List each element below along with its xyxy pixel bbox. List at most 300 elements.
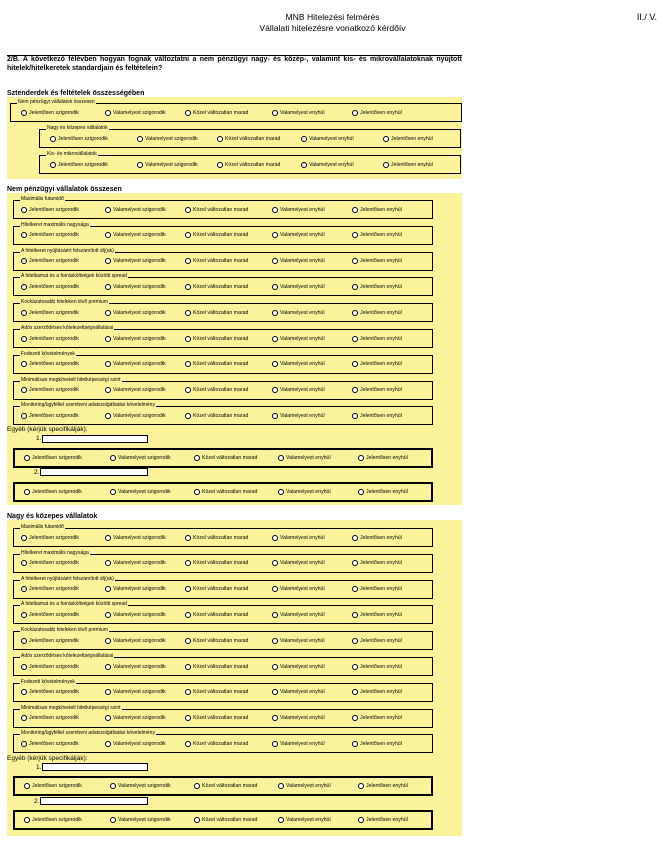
radio-button-icon[interactable] <box>21 664 27 670</box>
option-label: Valamelyest enyhül <box>280 232 325 239</box>
option-label: Valamelyest enyhül <box>280 309 325 316</box>
radio-option[interactable] <box>105 586 166 592</box>
radio-button-icon[interactable] <box>185 689 191 695</box>
radio-button-icon[interactable] <box>105 664 111 670</box>
radio-option[interactable] <box>272 664 325 670</box>
radio-option[interactable] <box>185 560 248 566</box>
radio-button-icon[interactable] <box>185 612 191 618</box>
radio-button-icon[interactable] <box>352 336 358 342</box>
radio-option[interactable] <box>272 207 325 213</box>
radio-button-icon[interactable] <box>105 336 111 342</box>
radio-button-icon[interactable] <box>383 136 389 142</box>
radio-button-icon[interactable] <box>217 162 223 168</box>
radio-option[interactable] <box>383 162 433 168</box>
radio-option[interactable] <box>185 535 248 541</box>
radio-button-icon[interactable] <box>352 560 358 566</box>
radio-button-icon[interactable] <box>105 361 111 367</box>
other-input[interactable] <box>40 797 148 805</box>
radio-option[interactable] <box>352 387 402 393</box>
radio-button-icon[interactable] <box>352 664 358 670</box>
option-label: Valamelyest enyhül <box>280 689 325 696</box>
other-input[interactable] <box>42 435 148 443</box>
radio-option[interactable] <box>185 361 248 367</box>
radio-option[interactable] <box>352 310 402 316</box>
radio-button-icon[interactable] <box>21 715 27 721</box>
radio-button-icon[interactable] <box>185 535 191 541</box>
radio-option[interactable] <box>21 612 79 618</box>
row-label: Fedezeti követelmények <box>21 350 75 357</box>
radio-option[interactable] <box>50 136 108 142</box>
radio-option[interactable] <box>185 715 248 721</box>
radio-option[interactable] <box>272 586 325 592</box>
radio-option[interactable] <box>352 741 402 747</box>
option-label: Jelentősen enyhül <box>360 387 402 394</box>
radio-button-icon[interactable] <box>194 783 200 789</box>
radio-option[interactable] <box>105 361 166 367</box>
radio-option[interactable] <box>21 284 79 290</box>
option-label: Jelentősen szigorodik <box>29 361 79 368</box>
radio-button-icon[interactable] <box>272 535 278 541</box>
radio-option[interactable] <box>105 207 166 213</box>
radio-option[interactable] <box>278 489 331 495</box>
radio-button-icon[interactable] <box>105 258 111 264</box>
radio-option[interactable] <box>194 489 257 495</box>
option-label: Közel változatlan marad <box>193 309 249 316</box>
radio-option[interactable] <box>301 136 354 142</box>
radio-option[interactable] <box>352 207 402 213</box>
radio-button-icon[interactable] <box>185 232 191 238</box>
radio-option[interactable] <box>272 689 325 695</box>
option-label: Valamelyest enyhül <box>280 586 325 593</box>
radio-option[interactable] <box>105 535 166 541</box>
radio-option[interactable] <box>21 336 79 342</box>
other-input[interactable] <box>42 763 148 771</box>
option-label: Jelentősen enyhül <box>360 412 402 419</box>
radio-button-icon[interactable] <box>21 336 27 342</box>
row-label: Fedezeti követelmények <box>21 678 75 685</box>
radio-button-icon[interactable] <box>352 310 358 316</box>
radio-option[interactable] <box>217 162 280 168</box>
radio-button-icon[interactable] <box>185 664 191 670</box>
radio-option[interactable] <box>278 455 331 461</box>
radio-button-icon[interactable] <box>185 715 191 721</box>
option-label: Közel változatlan marad <box>193 232 249 239</box>
radio-option[interactable] <box>272 336 325 342</box>
radio-button-icon[interactable] <box>110 783 116 789</box>
radio-option[interactable] <box>301 162 354 168</box>
radio-option[interactable] <box>21 258 79 264</box>
radio-button-icon[interactable] <box>105 413 111 419</box>
radio-button-icon[interactable] <box>352 258 358 264</box>
radio-button-icon[interactable] <box>105 387 111 393</box>
option-label: Jelentősen szigorodik <box>29 534 79 541</box>
radio-option[interactable] <box>352 664 402 670</box>
radio-option[interactable] <box>24 817 82 823</box>
radio-option[interactable] <box>137 136 198 142</box>
radio-option[interactable] <box>110 783 171 789</box>
radio-option[interactable] <box>383 136 433 142</box>
radio-option[interactable] <box>358 783 408 789</box>
radio-option[interactable] <box>352 560 402 566</box>
radio-button-icon[interactable] <box>185 258 191 264</box>
other-input[interactable] <box>40 468 148 476</box>
radio-option[interactable] <box>21 586 79 592</box>
radio-button-icon[interactable] <box>21 258 27 264</box>
radio-option[interactable] <box>272 413 325 419</box>
radio-option[interactable] <box>272 361 325 367</box>
question-row <box>10 99 462 122</box>
radio-button-icon[interactable] <box>352 284 358 290</box>
radio-option[interactable] <box>105 284 166 290</box>
radio-button-icon[interactable] <box>24 783 30 789</box>
radio-button-icon[interactable] <box>185 741 191 747</box>
radio-option[interactable] <box>21 310 79 316</box>
radio-option[interactable] <box>21 535 79 541</box>
radio-button-icon[interactable] <box>278 783 284 789</box>
radio-option[interactable] <box>352 535 402 541</box>
other-label: Egyéb (kérjük specifikálják): <box>7 426 88 433</box>
radio-button-icon[interactable] <box>24 817 30 823</box>
radio-button-icon[interactable] <box>185 560 191 566</box>
question-row <box>13 299 433 322</box>
radio-button-icon[interactable] <box>301 162 307 168</box>
radio-option[interactable] <box>352 258 402 264</box>
radio-option[interactable] <box>185 586 248 592</box>
radio-option[interactable] <box>137 162 198 168</box>
radio-button-icon[interactable] <box>352 232 358 238</box>
radio-button-icon[interactable] <box>105 612 111 618</box>
radio-option[interactable] <box>21 387 79 393</box>
option-label: Valamelyest enyhül <box>280 109 325 116</box>
radio-option[interactable] <box>272 258 325 264</box>
radio-button-icon[interactable] <box>272 664 278 670</box>
radio-button-icon[interactable] <box>352 387 358 393</box>
radio-option[interactable] <box>217 136 280 142</box>
radio-option[interactable] <box>352 612 402 618</box>
radio-button-icon[interactable] <box>352 586 358 592</box>
radio-button-icon[interactable] <box>21 207 27 213</box>
radio-button-icon[interactable] <box>21 387 27 393</box>
radio-button-icon[interactable] <box>137 162 143 168</box>
radio-button-icon[interactable] <box>272 336 278 342</box>
radio-button-icon[interactable] <box>185 387 191 393</box>
radio-button-icon[interactable] <box>185 207 191 213</box>
radio-button-icon[interactable] <box>272 310 278 316</box>
radio-button-icon[interactable] <box>105 741 111 747</box>
row-label: Minimálisan megkövetelt hitelképességi szint <box>21 704 121 711</box>
radio-button-icon[interactable] <box>105 586 111 592</box>
radio-option[interactable] <box>272 232 325 238</box>
option-label: Közel változatlan marad <box>202 783 258 789</box>
radio-button-icon[interactable] <box>352 413 358 419</box>
radio-button-icon[interactable] <box>352 207 358 213</box>
radio-option[interactable] <box>185 689 248 695</box>
radio-button-icon[interactable] <box>301 136 307 142</box>
radio-option[interactable] <box>272 638 325 644</box>
option-label: Valamelyest szigorodik <box>113 361 166 368</box>
radio-button-icon[interactable] <box>272 638 278 644</box>
radio-button-icon[interactable] <box>105 232 111 238</box>
question-row <box>13 627 433 650</box>
radio-button-icon[interactable] <box>352 535 358 541</box>
radio-button-icon[interactable] <box>21 612 27 618</box>
other-number: 2. <box>34 798 40 805</box>
radio-button-icon[interactable] <box>194 817 200 823</box>
radio-option[interactable] <box>24 489 82 495</box>
radio-button-icon[interactable] <box>110 455 116 461</box>
radio-button-icon[interactable] <box>217 136 223 142</box>
radio-button-icon[interactable] <box>272 715 278 721</box>
radio-button-icon[interactable] <box>137 136 143 142</box>
radio-button-icon[interactable] <box>272 689 278 695</box>
radio-button-icon[interactable] <box>194 489 200 495</box>
radio-option[interactable] <box>185 336 248 342</box>
radio-option[interactable] <box>105 741 166 747</box>
radio-option[interactable] <box>272 284 325 290</box>
radio-button-icon[interactable] <box>272 387 278 393</box>
radio-option[interactable] <box>105 689 166 695</box>
section-title: Sztenderdek és feltételek összességében <box>7 90 145 97</box>
radio-button-icon[interactable] <box>185 586 191 592</box>
radio-option[interactable] <box>105 664 166 670</box>
radio-button-icon[interactable] <box>21 560 27 566</box>
radio-button-icon[interactable] <box>21 310 27 316</box>
radio-button-icon[interactable] <box>50 162 56 168</box>
radio-option[interactable] <box>185 612 248 618</box>
radio-button-icon[interactable] <box>272 110 278 116</box>
radio-button-icon[interactable] <box>110 489 116 495</box>
radio-option[interactable] <box>105 715 166 721</box>
radio-button-icon[interactable] <box>278 455 284 461</box>
radio-button-icon[interactable] <box>352 361 358 367</box>
radio-option[interactable] <box>21 741 79 747</box>
radio-option[interactable] <box>110 489 171 495</box>
radio-option[interactable] <box>185 110 248 116</box>
radio-option[interactable] <box>272 560 325 566</box>
radio-option[interactable] <box>21 361 79 367</box>
option-label: Jelentősen szigorodik <box>29 109 79 116</box>
radio-button-icon[interactable] <box>352 689 358 695</box>
radio-button-icon[interactable] <box>278 817 284 823</box>
radio-option[interactable] <box>352 586 402 592</box>
option-label: Valamelyest enyhül <box>280 611 325 618</box>
radio-option[interactable] <box>352 689 402 695</box>
radio-button-icon[interactable] <box>105 560 111 566</box>
radio-button-icon[interactable] <box>272 741 278 747</box>
radio-button-icon[interactable] <box>21 361 27 367</box>
radio-button-icon[interactable] <box>105 689 111 695</box>
radio-button-icon[interactable] <box>352 715 358 721</box>
radio-button-icon[interactable] <box>358 817 364 823</box>
radio-option[interactable] <box>278 783 331 789</box>
radio-option[interactable] <box>194 783 257 789</box>
radio-button-icon[interactable] <box>272 284 278 290</box>
radio-button-icon[interactable] <box>194 455 200 461</box>
option-label: Valamelyest szigorodik <box>118 489 171 495</box>
question-row <box>13 810 433 830</box>
radio-button-icon[interactable] <box>24 455 30 461</box>
radio-option[interactable] <box>24 783 82 789</box>
radio-option[interactable] <box>185 207 248 213</box>
radio-option[interactable] <box>352 715 402 721</box>
radio-option[interactable] <box>358 817 408 823</box>
radio-option[interactable] <box>50 162 108 168</box>
option-label: Valamelyest szigorodik <box>113 283 166 290</box>
radio-button-icon[interactable] <box>21 413 27 419</box>
radio-option[interactable] <box>185 284 248 290</box>
radio-button-icon[interactable] <box>21 284 27 290</box>
radio-option[interactable] <box>24 455 82 461</box>
radio-option[interactable] <box>185 664 248 670</box>
radio-button-icon[interactable] <box>352 110 358 116</box>
radio-button-icon[interactable] <box>278 489 284 495</box>
radio-button-icon[interactable] <box>272 207 278 213</box>
question-row <box>13 601 433 624</box>
radio-option[interactable] <box>272 387 325 393</box>
question-row <box>13 549 433 573</box>
radio-button-icon[interactable] <box>185 361 191 367</box>
radio-option[interactable] <box>194 455 257 461</box>
radio-option[interactable] <box>185 741 248 747</box>
radio-option[interactable] <box>272 741 325 747</box>
radio-option[interactable] <box>105 413 166 419</box>
radio-option[interactable] <box>185 413 248 419</box>
option-label: Közel változatlan marad <box>193 689 249 696</box>
radio-option[interactable] <box>352 361 402 367</box>
option-label: Jelentősen enyhül <box>366 817 408 823</box>
radio-option[interactable] <box>352 638 402 644</box>
radio-button-icon[interactable] <box>272 560 278 566</box>
radio-option[interactable] <box>272 612 325 618</box>
radio-option[interactable] <box>352 284 402 290</box>
option-label: Közel változatlan marad <box>225 135 281 142</box>
option-label: Közel változatlan marad <box>193 258 249 265</box>
radio-option[interactable] <box>110 455 171 461</box>
radio-option[interactable] <box>352 232 402 238</box>
radio-button-icon[interactable] <box>185 638 191 644</box>
header-subtitle: Vállalati hitelezésre vonatkozó kérdőív <box>259 23 406 33</box>
radio-option[interactable] <box>185 310 248 316</box>
radio-button-icon[interactable] <box>272 232 278 238</box>
option-label: Közel változatlan marad <box>193 637 249 644</box>
radio-option[interactable] <box>352 413 402 419</box>
radio-button-icon[interactable] <box>105 207 111 213</box>
radio-option[interactable] <box>278 817 331 823</box>
radio-option[interactable] <box>185 232 248 238</box>
radio-option[interactable] <box>185 258 248 264</box>
radio-button-icon[interactable] <box>358 783 364 789</box>
radio-option[interactable] <box>110 817 171 823</box>
option-label: Valamelyest szigorodik <box>113 232 166 239</box>
radio-option[interactable] <box>358 455 408 461</box>
question-text: 2/B. A következő félévben hogyan fognak változtatni a nem pénzügyi nagy- és közép-, valamint kis- és mikrovállalatoknak nyújtott hitelek/hitelkeretek standardjain és feltételein? <box>7 55 462 81</box>
row-label: Kockázatosabb hiteleken lévő prémium <box>21 299 108 306</box>
radio-button-icon[interactable] <box>110 817 116 823</box>
radio-option[interactable] <box>105 560 166 566</box>
radio-button-icon[interactable] <box>21 232 27 238</box>
radio-button-icon[interactable] <box>105 638 111 644</box>
question-row <box>13 678 433 702</box>
radio-option[interactable] <box>21 560 79 566</box>
radio-button-icon[interactable] <box>383 162 389 168</box>
radio-option[interactable] <box>194 817 257 823</box>
radio-option[interactable] <box>352 110 402 116</box>
radio-option[interactable] <box>185 638 248 644</box>
radio-option[interactable] <box>272 535 325 541</box>
radio-button-icon[interactable] <box>50 136 56 142</box>
radio-button-icon[interactable] <box>185 310 191 316</box>
radio-button-icon[interactable] <box>352 612 358 618</box>
radio-button-icon[interactable] <box>352 741 358 747</box>
radio-option[interactable] <box>105 258 166 264</box>
radio-option[interactable] <box>21 232 79 238</box>
option-label: Valamelyest szigorodik <box>113 715 166 722</box>
radio-button-icon[interactable] <box>105 535 111 541</box>
radio-button-icon[interactable] <box>272 612 278 618</box>
radio-button-icon[interactable] <box>21 535 27 541</box>
radio-button-icon[interactable] <box>24 489 30 495</box>
radio-option[interactable] <box>352 336 402 342</box>
option-label: Jelentősen szigorodik <box>29 689 79 696</box>
radio-option[interactable] <box>21 664 79 670</box>
radio-button-icon[interactable] <box>352 638 358 644</box>
radio-button-icon[interactable] <box>358 455 364 461</box>
radio-button-icon[interactable] <box>185 336 191 342</box>
radio-button-icon[interactable] <box>358 489 364 495</box>
radio-button-icon[interactable] <box>105 715 111 721</box>
radio-option[interactable] <box>21 413 79 419</box>
radio-button-icon[interactable] <box>105 310 111 316</box>
radio-button-icon[interactable] <box>105 110 111 116</box>
radio-option[interactable] <box>21 715 79 721</box>
radio-option[interactable] <box>272 110 325 116</box>
radio-option[interactable] <box>105 110 166 116</box>
radio-option[interactable] <box>105 387 166 393</box>
option-label: Valamelyest szigorodik <box>113 611 166 618</box>
option-label: Jelentősen enyhül <box>360 206 402 213</box>
radio-button-icon[interactable] <box>21 638 27 644</box>
option-label: Jelentősen szigorodik <box>29 637 79 644</box>
radio-option[interactable] <box>105 612 166 618</box>
radio-option[interactable] <box>21 638 79 644</box>
radio-button-icon[interactable] <box>21 741 27 747</box>
radio-button-icon[interactable] <box>272 586 278 592</box>
radio-option[interactable] <box>21 689 79 695</box>
radio-button-icon[interactable] <box>185 110 191 116</box>
radio-option[interactable] <box>272 715 325 721</box>
radio-button-icon[interactable] <box>272 361 278 367</box>
option-label: Közel változatlan marad <box>193 335 249 342</box>
radio-option[interactable] <box>105 310 166 316</box>
radio-option[interactable] <box>105 336 166 342</box>
radio-button-icon[interactable] <box>21 689 27 695</box>
radio-option[interactable] <box>21 110 79 116</box>
radio-button-icon[interactable] <box>21 110 27 116</box>
radio-option[interactable] <box>272 310 325 316</box>
radio-option[interactable] <box>358 489 408 495</box>
radio-button-icon[interactable] <box>272 413 278 419</box>
option-label: Közel változatlan marad <box>193 412 249 419</box>
radio-option[interactable] <box>21 207 79 213</box>
radio-option[interactable] <box>105 638 166 644</box>
radio-button-icon[interactable] <box>185 284 191 290</box>
radio-button-icon[interactable] <box>185 413 191 419</box>
radio-button-icon[interactable] <box>21 586 27 592</box>
radio-option[interactable] <box>185 387 248 393</box>
radio-option[interactable] <box>105 232 166 238</box>
radio-button-icon[interactable] <box>105 284 111 290</box>
radio-button-icon[interactable] <box>272 258 278 264</box>
